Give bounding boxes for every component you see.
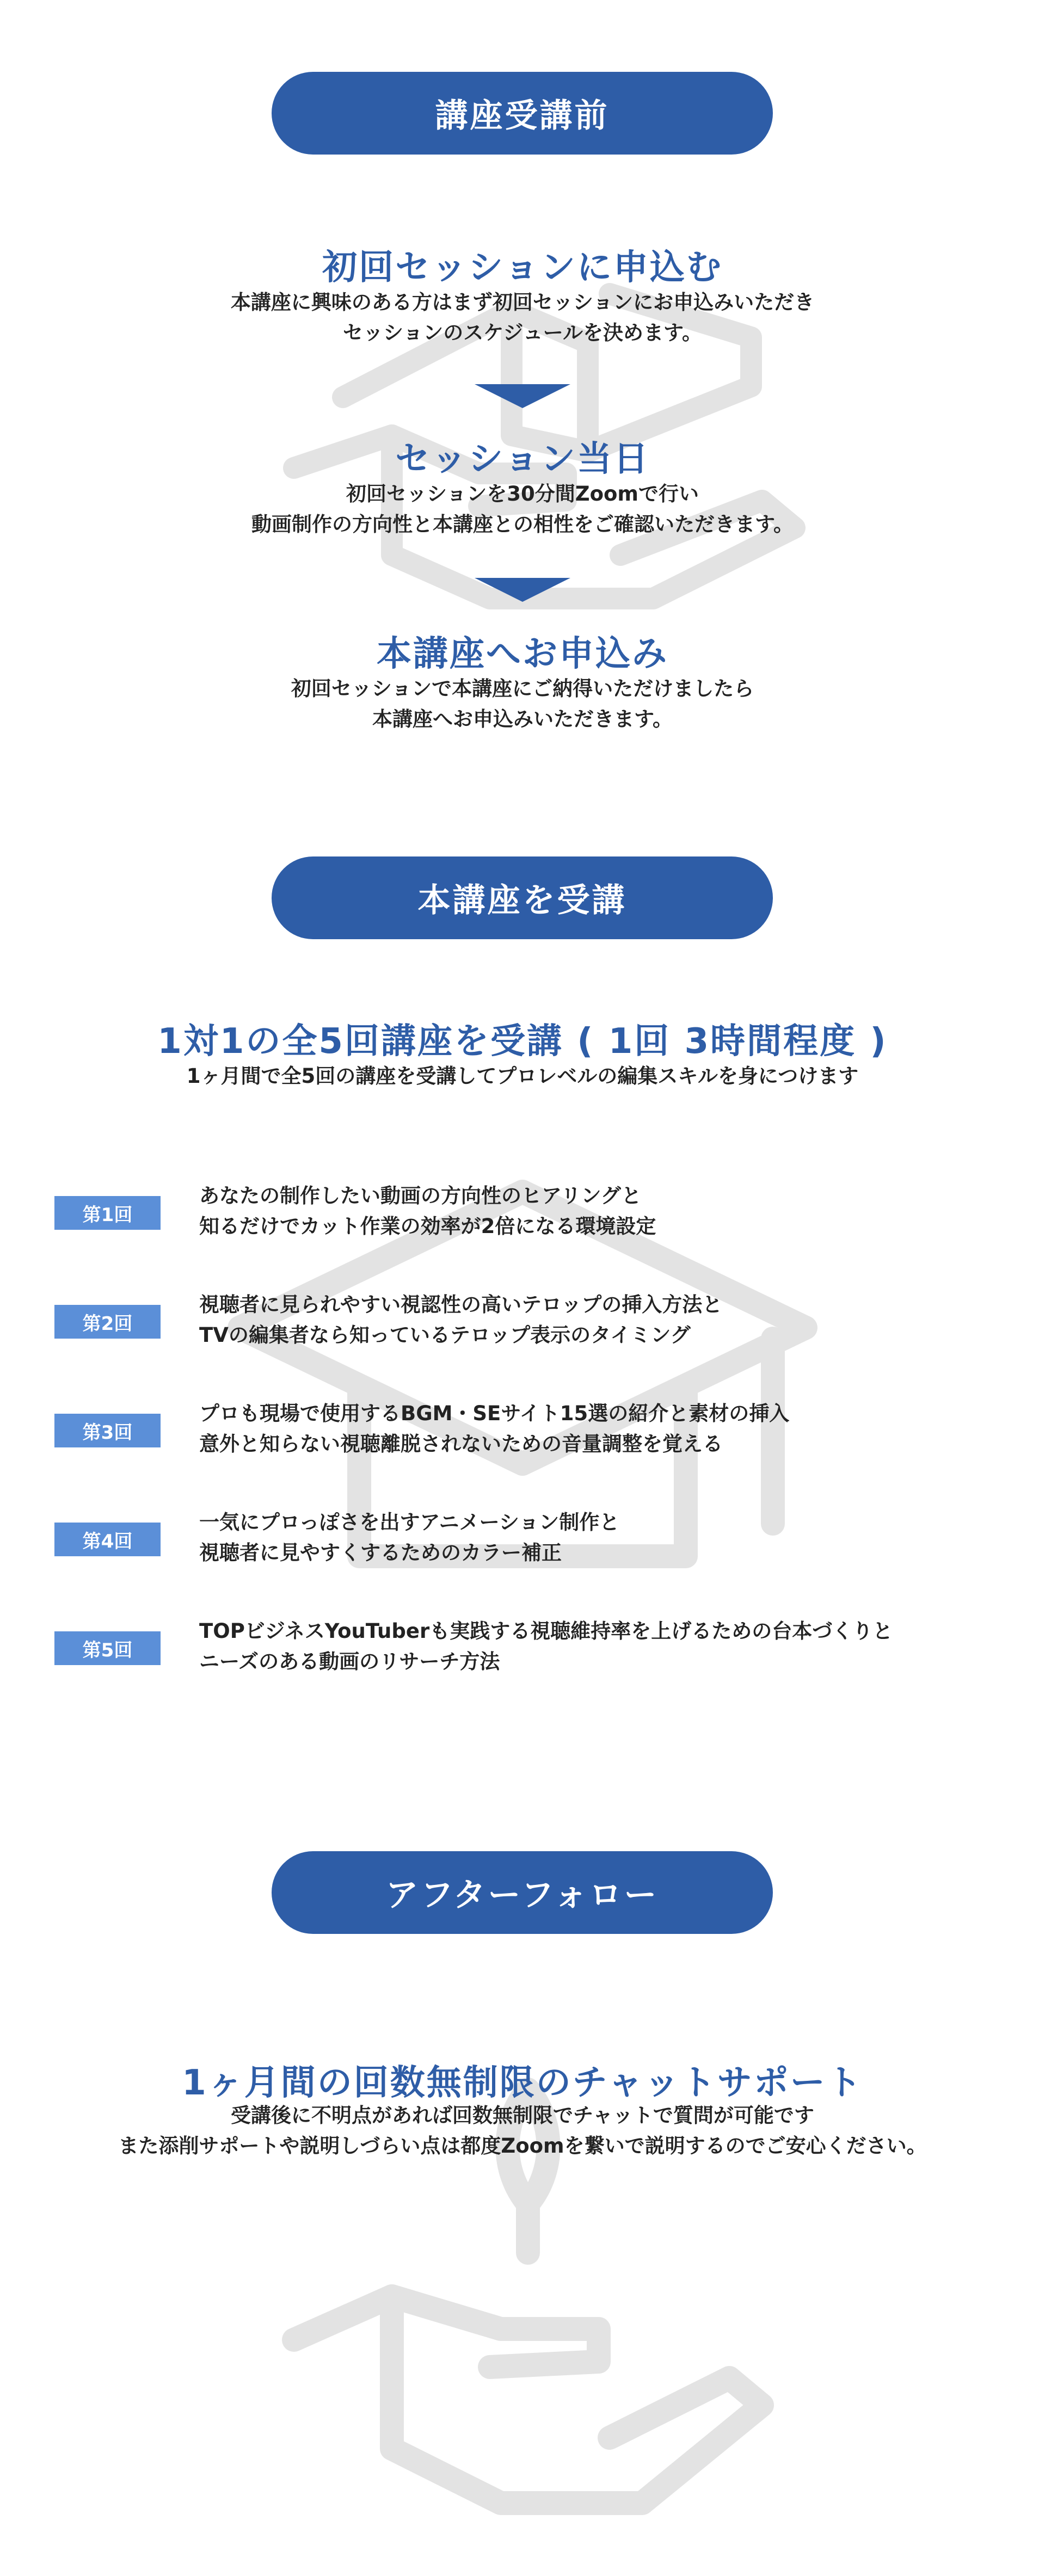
lesson-badge-4: 第4回 (54, 1523, 161, 1556)
step-desc-apply-course: 初回セッションで本講座にご納得いただけましたら 本講座へお申込みいただきます。 (291, 677, 754, 731)
section-header-before: 講座受講前 (272, 72, 773, 155)
course-subtitle: 1ヶ月間で全5回の講座を受講してプロレベルの編集スキルを身につけます (186, 1064, 859, 1088)
section-header-course: 本講座を受講 (272, 856, 773, 939)
step-desc-session-day: 初回セッションを30分間Zoomで行い 動画制作の方向性と本講座との相性をご確認いただきます。 (251, 482, 794, 536)
lesson-text-2: 視聴者に見られやすい視認性の高いテロップの挿入方法と TVの編集者なら知っているテロップ表示のタイミング (199, 1293, 723, 1347)
step-desc-apply-session: 本講座に興味のある方はまず初回セッションにお申込みいただき セッションのスケジュールを決めます。 (230, 291, 815, 344)
section-header-after: アフターフォロー (272, 1851, 773, 1934)
down-arrow-icon (475, 578, 570, 602)
step-title-session-day: セッション当日 (395, 439, 650, 479)
course-title: 1対1の全5回講座を受講 ( 1回 3時間程度 ) (157, 1021, 888, 1062)
after-title: 1ヶ月間の回数無制限のチャットサポート (182, 2063, 863, 2103)
lesson-text-3: プロも現場で使用するBGM・SEサイト15選の紹介と素材の挿入 意外と知らない視聴離脱されないための音量調整を覚える (199, 1402, 790, 1456)
step-title-apply-session: 初回セッションに申込む (322, 248, 723, 288)
lesson-badge-5: 第5回 (54, 1631, 161, 1665)
down-arrow-icon (475, 384, 570, 408)
lesson-badge-2: 第2回 (54, 1305, 161, 1339)
lesson-text-1: あなたの制作したい動画の方向性のヒアリングと 知るだけでカット作業の効率が2倍になる環境設定 (199, 1184, 656, 1238)
lesson-badge-3: 第3回 (54, 1414, 161, 1447)
lesson-text-4: 一気にプロっぽさを出すアニメーション制作と 視聴者に見やすくするためのカラー補正 (199, 1511, 620, 1564)
lesson-badge-1: 第1回 (54, 1196, 161, 1230)
lesson-text-5: TOPビジネスYouTuberも実践する視聴維持率を上げるための台本づくりと ニーズのある動画のリサーチ方法 (199, 1619, 893, 1673)
step-title-apply-course: 本講座へお申込み (377, 634, 668, 674)
after-desc: 受講後に不明点があれば回数無制限でチャットで質問が可能です また添削サポートや説明しづらい点は都度Zoomを繋いで説明するのでご安心ください。 (118, 2104, 927, 2158)
